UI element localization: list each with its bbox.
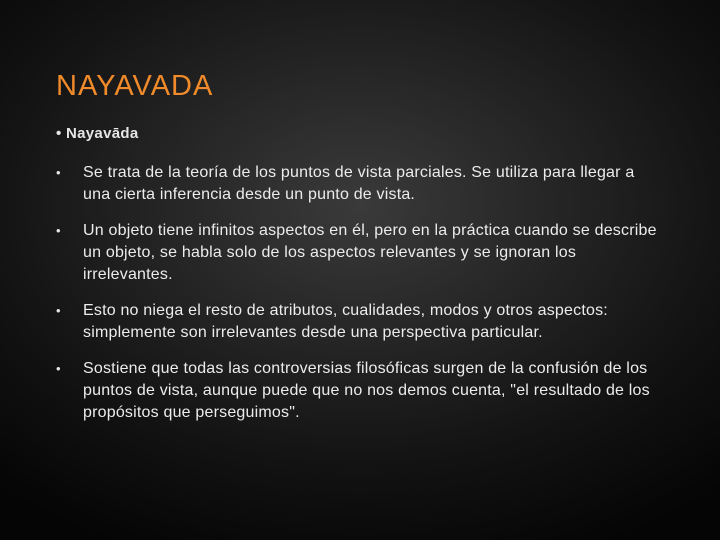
bullet-text: Un objeto tiene infinitos aspectos en él, pero en la práctica cuando se describe un objeto, se habla solo de los aspectos relevantes y se ignoran los irrelevantes.: [83, 222, 657, 283]
bullet-item: [56, 220, 666, 286]
bullet-marker: •: [56, 303, 61, 318]
bullet-list: [56, 162, 666, 438]
bullet-text: Esto no niega el resto de atributos, cualidades, modos y otros aspectos: simplemente son irrelevantes desde una perspectiva particular.: [83, 302, 608, 341]
bullet-text: Se trata de la teoría de los puntos de vista parciales. Se utiliza para llegar a una cierta inferencia desde un punto de vista.: [83, 164, 635, 203]
bullet-text: Sostiene que todas las controversias filosóficas surgen de la confusión de los puntos de vista, aunque puede que no nos demos cuenta, "el resultado de los propósitos que perseguimos".: [83, 360, 650, 421]
slide-title: NAYAVADA: [56, 70, 214, 102]
bullet-marker: •: [56, 223, 61, 238]
bullet-marker: •: [56, 361, 61, 376]
bullet-item: [56, 162, 666, 206]
bullet-item: [56, 300, 666, 344]
slide-subtitle: • Nayavāda: [56, 125, 139, 142]
bullet-item: [56, 358, 666, 424]
bullet-marker: •: [56, 165, 61, 180]
